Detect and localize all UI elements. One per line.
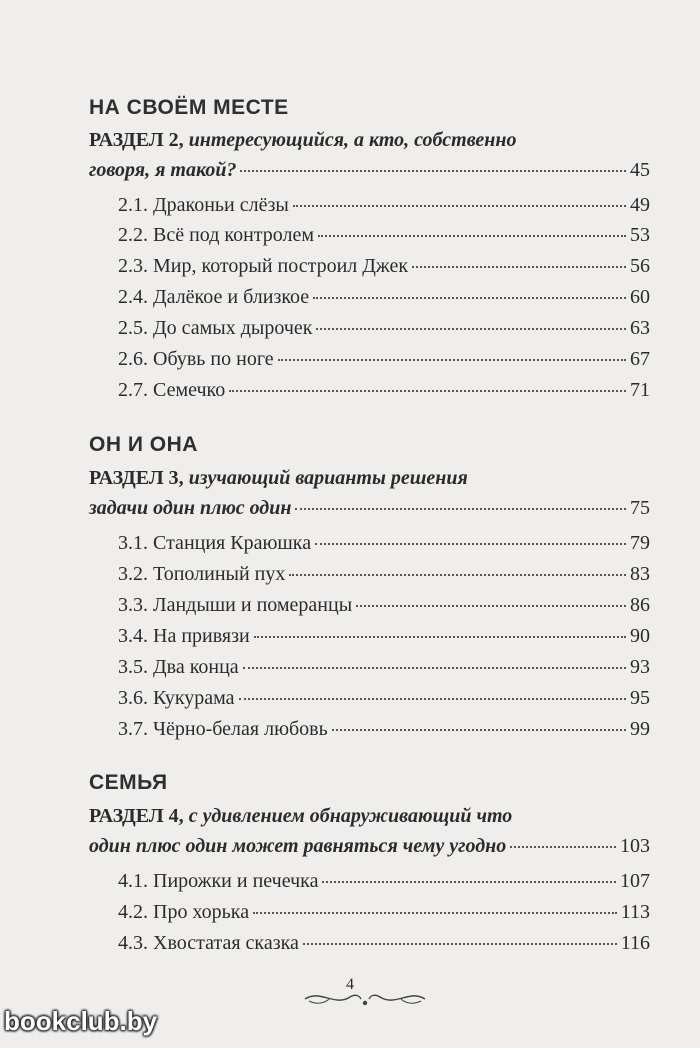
page-number: 56 <box>630 255 650 277</box>
watermark-logo: bookclub.by <box>4 1006 158 1036</box>
leader-dots <box>289 574 626 576</box>
page-number: 53 <box>630 224 650 246</box>
toc-entry <box>118 869 650 893</box>
leader-dots <box>322 881 616 883</box>
section-title: ОН И ОНА <box>89 433 198 456</box>
leader-dots <box>253 912 617 914</box>
section-subtitle-line1: с удивлением обнаруживающий что <box>188 805 513 827</box>
toc-entry <box>118 285 650 309</box>
entry-title: 4.1. Пирожки и печечка <box>118 870 319 892</box>
leader-dots <box>313 297 626 299</box>
leader-dots <box>240 170 626 172</box>
entry-title: 3.2. Тополиный пух <box>118 563 286 585</box>
page-number: 49 <box>630 194 650 216</box>
toc-entry <box>118 254 650 278</box>
page-number: 93 <box>630 656 650 678</box>
toc-entry <box>118 378 650 402</box>
ornament-icon <box>295 985 435 1011</box>
leader-dots <box>316 328 626 330</box>
page-number: 79 <box>630 532 650 554</box>
toc-entry <box>118 347 650 371</box>
leader-dots <box>315 543 626 545</box>
entry-title: 2.5. До самых дырочек <box>118 317 313 339</box>
leader-dots <box>254 636 626 638</box>
entry-title: 3.6. Кукурама <box>118 687 235 709</box>
leader-dots <box>356 605 626 607</box>
section-heading <box>89 463 650 493</box>
toc-entry <box>118 624 650 648</box>
page-number: 60 <box>630 286 650 308</box>
section-subtitle-line2: говоря, я такой? <box>89 159 237 181</box>
page-number: 99 <box>630 718 650 740</box>
toc-entry <box>118 931 650 955</box>
entry-title: 2.4. Далёкое и близкое <box>118 286 310 308</box>
page-number: 83 <box>630 563 650 585</box>
section-subtitle-line1: изучающий варианты решения <box>188 467 468 489</box>
entry-title: 3.1. Станция Краюшка <box>118 532 312 554</box>
leader-dots <box>293 205 626 207</box>
page-number: 67 <box>630 348 650 370</box>
section-label: РАЗДЕЛ 4, <box>89 805 184 827</box>
section-title: НА СВОЁМ МЕСТЕ <box>89 96 289 119</box>
entry-title: 3.4. На привязи <box>118 625 250 647</box>
section-label: РАЗДЕЛ 3, <box>89 467 184 489</box>
page-number: 95 <box>630 687 650 709</box>
section-subtitle-line2: задачи один плюс один <box>89 497 292 519</box>
toc-entry <box>118 717 650 741</box>
entry-title: 3.5. Два конца <box>118 656 239 678</box>
toc-entry <box>118 193 650 217</box>
toc-entry <box>118 655 650 679</box>
toc-entry <box>89 158 650 182</box>
section-subtitle-line1: интересующийся, а кто, собственно <box>188 129 517 151</box>
page-number: 71 <box>630 379 650 401</box>
page-number: 90 <box>630 625 650 647</box>
page-number: 86 <box>630 594 650 616</box>
section-heading <box>89 125 650 155</box>
page-number: 63 <box>630 317 650 339</box>
leader-dots <box>229 390 626 392</box>
toc-entry <box>118 900 650 924</box>
entry-title: 2.7. Семечко <box>118 379 226 401</box>
leader-dots <box>303 943 617 945</box>
page-number: 103 <box>620 835 650 857</box>
section-subtitle-line2: один плюс один может равняться чему угодно <box>89 835 507 857</box>
toc-entry <box>118 531 650 555</box>
leader-dots <box>318 235 626 237</box>
leader-dots <box>332 729 626 731</box>
entry-title: 2.3. Мир, который построил Джек <box>118 255 409 277</box>
leader-dots <box>295 508 626 510</box>
page-number: 116 <box>620 932 650 954</box>
toc-entry <box>89 834 650 858</box>
leader-dots <box>278 359 626 361</box>
toc-entry <box>118 593 650 617</box>
page-number: 75 <box>630 497 650 519</box>
leader-dots <box>412 266 626 268</box>
section-title: СЕМЬЯ <box>89 771 168 794</box>
entry-title: 2.6. Обувь по ноге <box>118 348 274 370</box>
leader-dots <box>243 667 626 669</box>
leader-dots <box>239 698 626 700</box>
entry-title: 3.3. Ландыши и померанцы <box>118 594 353 616</box>
entry-title: 4.2. Про хорька <box>118 901 250 923</box>
page-number-footer: 4 <box>346 976 354 993</box>
toc-entry <box>118 316 650 340</box>
toc-entry <box>118 686 650 710</box>
page-number: 45 <box>630 159 650 181</box>
entry-title: 2.2. Всё под контролем <box>118 224 315 246</box>
leader-dots <box>510 846 616 848</box>
toc-entry <box>118 223 650 247</box>
page-number: 107 <box>620 870 650 892</box>
section-label: РАЗДЕЛ 2, <box>89 129 184 151</box>
entry-title: 3.7. Чёрно-белая любовь <box>118 718 328 740</box>
toc-entry <box>118 562 650 586</box>
entry-title: 4.3. Хвостатая сказка <box>118 932 299 954</box>
entry-title: 2.1. Драконьи слёзы <box>118 194 289 216</box>
page-number: 113 <box>620 901 650 923</box>
toc-entry <box>89 496 650 520</box>
section-heading <box>89 801 650 831</box>
